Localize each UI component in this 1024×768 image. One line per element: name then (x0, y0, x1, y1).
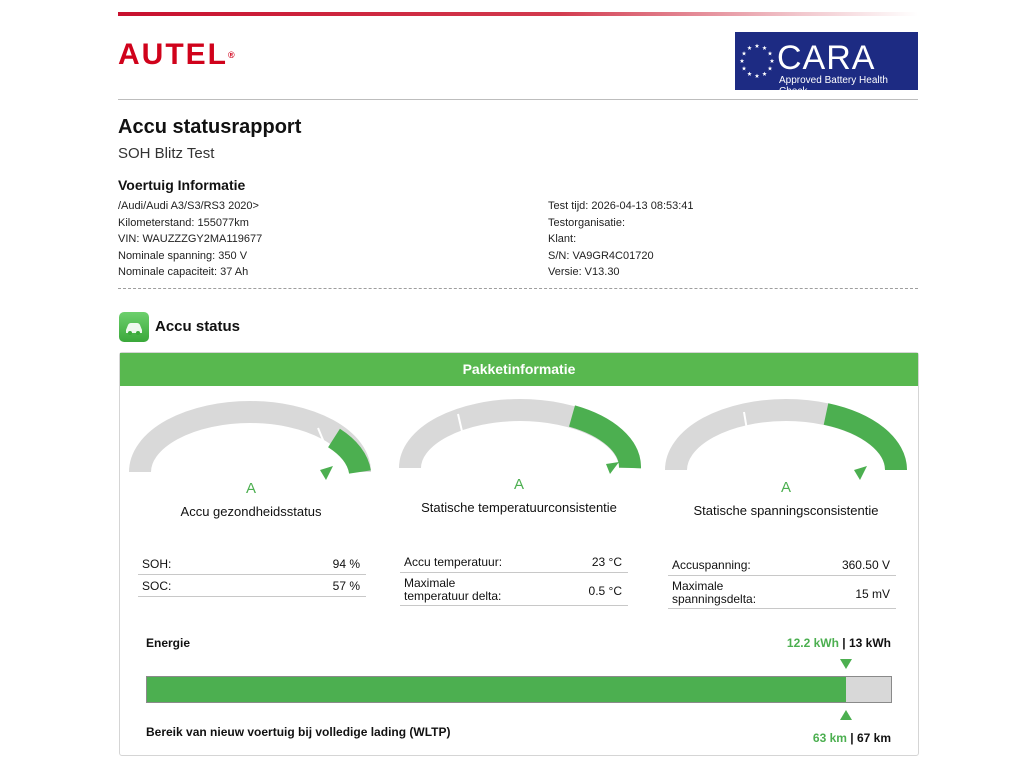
section-divider (118, 288, 918, 289)
temperature-gauge-pointer (606, 462, 619, 474)
temperature-gauge-fill (572, 416, 630, 468)
table-row (138, 553, 366, 575)
health-grade: A (245, 480, 256, 497)
range-total: 67 km (856, 731, 891, 745)
energy-values: 12.2 kWh | 13 kWh (786, 636, 891, 650)
star-icon (762, 72, 767, 76)
test-serial-number: S/N: VA9GR4C01720 (548, 249, 654, 262)
health-gauge-fill (334, 438, 360, 472)
range-label: Bereik van nieuw voertuig bij volledige lading (WLTP) (146, 725, 451, 739)
battery-status-title: Accu status (155, 318, 241, 335)
energy-label: Energie (146, 636, 191, 650)
max-voltage-delta-label: Maximale spanningsdelta: (672, 579, 757, 606)
battery-temperature-value: 23 °C (591, 555, 622, 569)
soc-label: SOC: (142, 579, 172, 593)
health-gauge-pointer (320, 466, 333, 480)
health-gauge (130, 400, 370, 490)
max-temperature-delta-value: 0.5 °C (588, 584, 622, 598)
page-subtitle: SOH Blitz Test (118, 145, 215, 162)
temperature-gauge-label: Statische temperatuurconsistentie (421, 500, 617, 515)
star-icon (762, 46, 767, 50)
vehicle-nominal-capacity: Nominale capaciteit: 37 Ah (118, 266, 249, 278)
voltage-gauge-pointer (854, 466, 867, 480)
max-temperature-delta-label: Maximale temperatuur delta: (404, 576, 502, 603)
energy-bar (146, 676, 892, 703)
battery-voltage-value: 360.50 V (841, 558, 890, 572)
test-organisation: Testorganisatie: (548, 216, 626, 229)
autel-logo: AUTEL® (118, 38, 235, 71)
vehicle-mileage: Kilometerstand: 155077km (118, 216, 249, 229)
range-values: 63 km | 67 km (812, 731, 891, 745)
cara-wordmark: CARA (777, 39, 876, 77)
energy-marker-icon (840, 659, 852, 669)
voltage-gauge-label: Statische spanningsconsistentie (693, 503, 879, 518)
page-title: Accu statusrapport (118, 116, 302, 138)
battery-car-icon (119, 312, 149, 342)
voltage-gauge-fill (826, 414, 896, 470)
vehicle-nominal-voltage: Nominale spanning: 350 V (118, 249, 248, 262)
temperature-table (400, 550, 628, 606)
eu-stars-icon (739, 36, 779, 86)
star-icon (768, 51, 773, 55)
battery-voltage-label: Accuspanning: (672, 558, 751, 572)
table-row (400, 573, 628, 606)
table-row (138, 575, 366, 597)
star-icon (742, 51, 747, 55)
health-table (138, 553, 366, 597)
star-icon (755, 74, 760, 78)
vehicle-model: /Audi/Audi A3/S3/RS3 2020> (118, 200, 259, 212)
soh-value: 94 % (332, 557, 360, 571)
voltage-grade: A (780, 479, 791, 496)
soc-value: 57 % (332, 579, 360, 593)
pack-info-header: Pakketinformatie (120, 353, 918, 386)
cara-tagline: Approved Battery Health Check (779, 75, 888, 97)
star-icon (740, 59, 745, 63)
table-row (668, 576, 896, 609)
health-gauge-track (140, 412, 360, 472)
test-version: Versie: V13.30 (548, 266, 620, 278)
star-icon (770, 59, 775, 63)
top-accent-bar (118, 12, 918, 16)
health-gauge-label: Accu gezondheidsstatus (180, 504, 322, 519)
vehicle-info-heading: Voertuig Informatie (118, 177, 246, 193)
star-icon (768, 66, 773, 70)
table-row (400, 550, 628, 573)
range-current: 63 km (812, 731, 847, 745)
star-icon (747, 72, 752, 76)
test-customer: Klant: (548, 233, 577, 245)
star-icon (755, 44, 760, 48)
temperature-grade: A (513, 476, 524, 493)
voltage-table (668, 553, 896, 609)
energy-bar-fill (147, 677, 846, 702)
soh-label: SOH: (142, 557, 172, 571)
star-icon (742, 66, 747, 70)
vehicle-vin: VIN: WAUZZZGY2MA119677 (118, 233, 263, 245)
header-divider (118, 99, 918, 100)
voltage-gauge (666, 400, 906, 490)
table-row (668, 553, 896, 576)
star-icon (747, 46, 752, 50)
cara-logo (735, 32, 918, 97)
test-info-list (548, 198, 694, 281)
battery-temperature-label: Accu temperatuur: (404, 555, 503, 569)
energy-current: 12.2 kWh (786, 636, 839, 650)
max-voltage-delta-value: 15 mV (855, 587, 890, 601)
energy-total: 13 kWh (848, 636, 891, 650)
range-marker-icon (840, 710, 852, 720)
test-time: Test tijd: 2026-04-13 08:53:41 (548, 200, 694, 212)
vehicle-info-list (118, 198, 262, 281)
